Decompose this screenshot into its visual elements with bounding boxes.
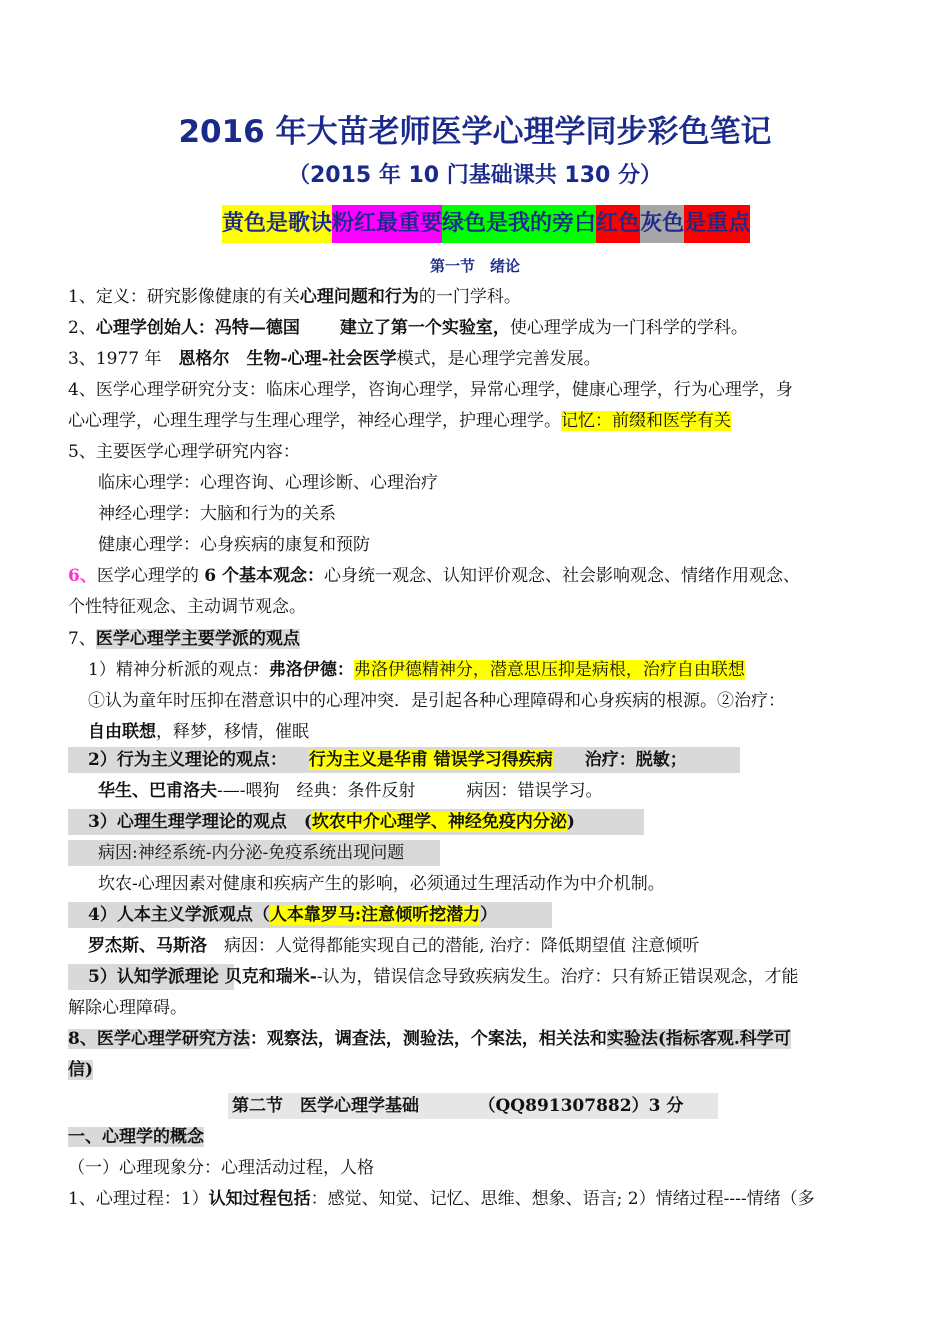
item-8-line-2: 信) bbox=[68, 1060, 94, 1080]
item-5-heading: 5、主要医学心理学研究内容： bbox=[68, 442, 300, 462]
part-1-title: 一、心理学的概念 bbox=[68, 1127, 204, 1147]
item-1: 1、定义：研究影像健康的有关心理问题和行为的一门学科。 bbox=[68, 287, 521, 307]
item-7-humanistic: 4）人本主义学派观点（人本靠罗马:注意倾听挖潜力） bbox=[88, 905, 498, 925]
item-6-line-2: 个性特征观念、主动调节观念。 bbox=[68, 597, 306, 617]
legend-green: 绿色是我的旁白 bbox=[442, 205, 596, 243]
item-7-behaviorism-detail: 华生、巴甫洛夫-—-喂狗 经典：条件反射 病因：错误学习。 bbox=[98, 781, 603, 801]
item-7-behaviorism: 2）行为主义理论的观点： 行为主义是华甫 错误学习得疾病 治疗：脱敏； bbox=[88, 750, 687, 770]
document-title: 2016 年大苗老师医学心理学同步彩色笔记 bbox=[178, 114, 772, 150]
section-1-title: 第一节 绪论 bbox=[429, 257, 520, 275]
legend-yellow: 黄色是歌诀 bbox=[222, 205, 332, 243]
item-7-psychophysiology: 3）心理生理学理论的观点 (坎农中介心理学、神经免疫内分泌) bbox=[88, 812, 575, 832]
color-legend bbox=[222, 205, 750, 243]
item-7-cognitive: 5）认知学派理论 贝克和瑞米--认为，错误信念导致疾病发生。治疗：只有矫正错误观念，才能 bbox=[88, 967, 799, 987]
part-1-line-1: 1、心理过程：1）认知过程包括：感觉、知觉、记忆、思维、想象、语言; 2）情绪过程----情绪（多 bbox=[68, 1189, 815, 1209]
legend-pink: 粉红最重要 bbox=[332, 205, 442, 243]
item-5-health: 健康心理学：心身疾病的康复和预防 bbox=[98, 535, 370, 555]
item-3: 3、1977 年 恩格尔 生物-心理-社会医学模式，是心理学完善发展。 bbox=[68, 349, 601, 369]
item-4-line-2: 心心理学，心理生理学与生理心理学，神经心理学，护理心理学。记忆：前缀和医学有关 bbox=[68, 411, 731, 431]
item-7-heading: 7、医学心理学主要学派的观点 bbox=[68, 629, 300, 649]
item-7-psychophysiology-cause: 病因:神经系统-内分泌-免疫系统出现问题 bbox=[98, 843, 405, 863]
item-5-clinical: 临床心理学：心理咨询、心理诊断、心理治疗 bbox=[98, 473, 438, 493]
legend-gray: 灰色 bbox=[640, 205, 684, 243]
item-4-line-1: 4、医学心理学研究分支：临床心理学，咨询心理学，异常心理学，健康心理学，行为心理学，身 bbox=[68, 380, 793, 400]
legend-red: 红色 bbox=[596, 205, 640, 243]
section-2-title: 第二节 医学心理学基础 （QQ891307882）3 分 bbox=[232, 1096, 684, 1116]
item-5-neuro: 神经心理学：大脑和行为的关系 bbox=[98, 504, 336, 524]
item-7-psychophysiology-detail: 坎农-心理因素对健康和疾病产生的影响，必须通过生理活动作为中介机制。 bbox=[98, 874, 665, 894]
document-subtitle: （2015 年 10 门基础课共 130 分） bbox=[287, 163, 663, 188]
item-7-humanistic-detail: 罗杰斯、马斯洛 病因：人觉得都能实现自己的潜能, 治疗：降低期望值 注意倾听 bbox=[88, 936, 700, 956]
item-7-cognitive-detail: 解除心理障碍。 bbox=[68, 998, 187, 1018]
legend-red-2: 是重点 bbox=[684, 205, 750, 243]
item-7-psychoanalysis: 1）精神分析派的观点：弗洛伊德：弗洛伊德精神分，潜意思压抑是病根，治疗自由联想 bbox=[88, 660, 745, 680]
item-7-psychoanalysis-detail: ①认为童年时压抑在潜意识中的心理冲突．是引起各种心理障碍和心身疾病的根源。②治疗： bbox=[88, 691, 785, 711]
item-2: 2、心理学创始人：冯特—德国 建立了第一个实验室，使心理学成为一门科学的学科。 bbox=[68, 318, 748, 338]
item-6-line-1: 6、医学心理学的 6 个基本观念：心身统一观念、认知评价观念、社会影响观念、情绪作用观念、 bbox=[68, 566, 800, 586]
item-7-psychoanalysis-therapy: 自由联想，释梦，移情，催眠 bbox=[88, 722, 309, 742]
part-1-sub-1: （一）心理现象分：心理活动过程，人格 bbox=[68, 1158, 374, 1178]
item-8-line-1: 8、医学心理学研究方法：观察法，调查法，测验法，个案法，相关法和实验法(指标客观.科学可 bbox=[68, 1029, 791, 1049]
